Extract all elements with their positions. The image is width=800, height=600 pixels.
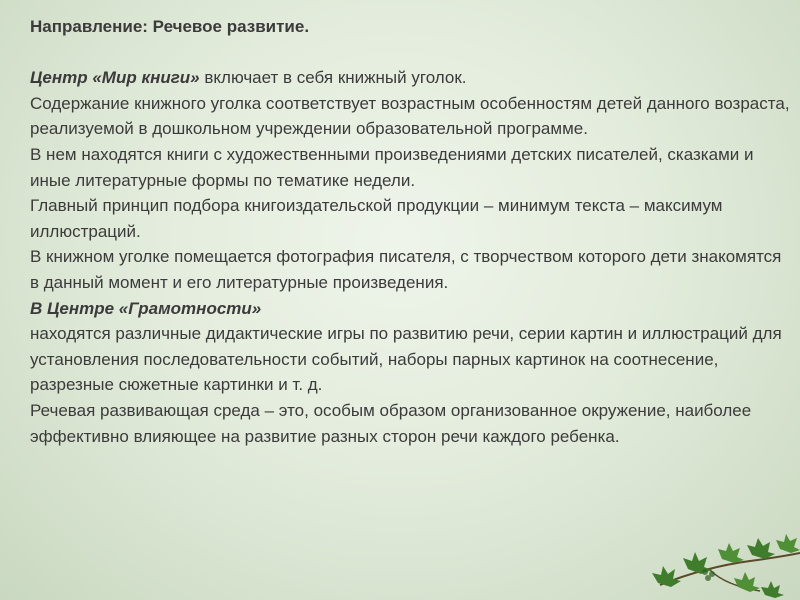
paragraph: В книжном уголке помещается фотография писателя, с творчеством которого дети знакомятся в данный момент и его литературные произведения. [30, 247, 782, 292]
paragraph: Содержание книжного уголка соответствует возрастным особенностям детей данного возраста, реализуемой в дошкольном учреждении образовательной программе. [30, 93, 790, 139]
center-mir-knigi-intro [30, 65, 790, 91]
paragraph: находятся различные дидактические игры по развитию речи, серии картин и иллюстраций для установления последовательности событий, наборы парных картинок на соотнесение, разрезные сюжетные картинки и т. д. [30, 324, 782, 395]
center-mir-knigi-rest: включает в себя книжный уголок. [199, 68, 467, 88]
paragraph: В нем находятся книги с художественными произведениями детских писателей, сказками и иные литературные формы по тематике недели. [30, 144, 754, 190]
slide-text [30, 14, 790, 449]
leaf-branch-icon [650, 525, 800, 600]
paragraph: Главный принцип подбора книгоиздательской продукции – минимум текста – максимум иллюстраций. [30, 196, 723, 241]
center-gramotnost-name: В Центре «Грамотности» [30, 298, 262, 318]
paragraph: Речевая развивающая среда – это, особым образом организованное окружение, наиболее эффективно влияющее на развитие разных сторон речи каждого ребенка. [30, 400, 752, 446]
slide-heading: Направление: Речевое развитие. [30, 17, 310, 36]
center-mir-knigi-name: Центр «Мир книги» [30, 68, 200, 88]
spacer [30, 40, 790, 66]
